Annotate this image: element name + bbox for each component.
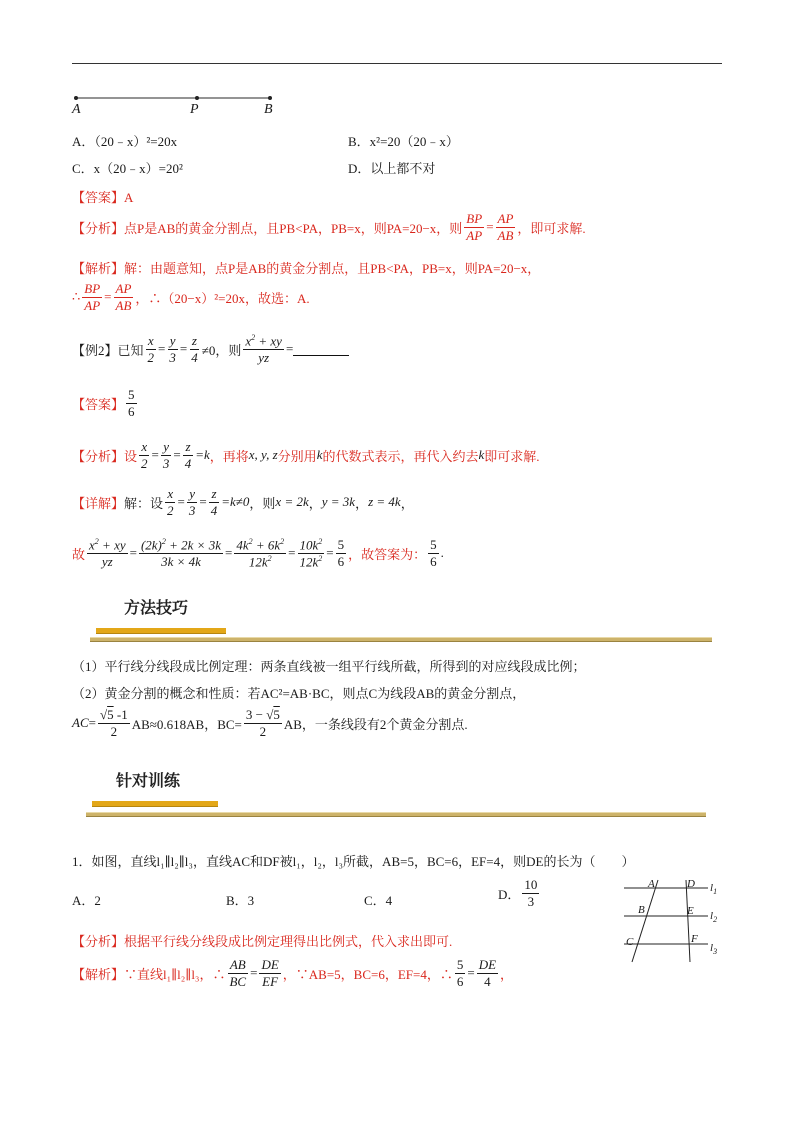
method-item-3: AC = $\frac{√5 -1}{2}$ AB≈0.618AB，BC= $\frac{3 - √5}{2}$ AB，一条线段有2个黄金分割点. <box>72 707 468 739</box>
answer-tag-2: 【答案】 <box>72 396 125 412</box>
ex2-answer: 【答案】 $\frac{5}{6}$ <box>72 387 135 419</box>
answer-value: A <box>124 190 134 205</box>
fraction-ap-ab: $\frac{AP}{AB}$ <box>497 211 514 243</box>
solution-tag: 【解析】 <box>72 261 125 276</box>
ex2-final: 故 $\frac{x^2 + xy}{yz}$ = $\frac{(2k)^2 + 2k \times 3k}{3k \times 4k}$ = $\frac{4k^2 + 6k^2}{12k^2}$ = $\frac{10k^2}{12k^2}$ = $\frac{5}{6}$ ，故答案为： $\frac{5}{6}$ . <box>72 537 444 570</box>
solution-line2-text: ，∴（20−x）²=20x，故选：A. <box>135 290 310 306</box>
analysis-text-end: ，即可求解. <box>517 220 586 236</box>
t1-analysis: 【分析】根据平行线分线段成比例定理得出比例式，代入求出即可. <box>72 934 453 949</box>
q1-answer <box>72 187 133 206</box>
analysis-text: 点P是AB的黄金分割点，且PB<PA，PB=x，则PA=20−x，则 <box>124 220 463 236</box>
parallel-lines-icon <box>620 876 724 966</box>
segment-diagram <box>72 90 282 120</box>
point-a-label: A <box>72 102 81 117</box>
q1-solution <box>72 258 540 277</box>
methods-heading: 方法技巧 <box>124 598 189 617</box>
ex2-detail: 【详解】 解：设 $\frac{x}{2}$ = $\frac{y}{3}$ = $\frac{z}{4}$ =k≠0 ，则 x = 2k ， y = 3k ， z = 4k ， <box>72 486 414 518</box>
training-heading: 针对训练 <box>116 771 181 790</box>
t1-option-b: B．3 <box>226 893 255 908</box>
training-heading-accent <box>92 801 218 807</box>
answer-blank <box>293 343 349 356</box>
example-2-cond: ≠0，则 <box>201 342 242 358</box>
q1-solution-line2: ∴ $\frac{BP}{AP}$ = $\frac{AP}{AB}$ ，∴（20−x）²=20x，故选：A. <box>72 281 310 313</box>
q1-analysis: 【分析】 点P是AB的黄金分割点，且PB<PA，PB=x，则PA=20−x，则 $\frac{BP}{AP}$ = $\frac{AP}{AB}$ ，即可求解. <box>72 211 586 243</box>
solution-text: 解：由题意知，点P是AB的黄金分割点，且PB<PA，PB=x，则PA=20−x， <box>124 261 541 276</box>
fraction-ap-ab-2: $\frac{AP}{AB}$ <box>115 281 132 313</box>
segment-line-icon <box>72 90 282 120</box>
fraction-bp-ap-2: $\frac{BP}{AP}$ <box>84 281 101 313</box>
option-b: B．x²=20（20﹣x） <box>348 134 459 149</box>
header-rule <box>72 63 722 64</box>
answer-tag: 【答案】 <box>72 190 125 205</box>
option-c: C．x（20﹣x）=20² <box>72 161 183 176</box>
ex2-analysis: 【分析】 设 $\frac{x}{2}$ = $\frac{y}{3}$ = $\frac{z}{4}$ =k ，再将 x, y, z 分别用 k 的代数式表示，再代入约去 k 即可求解. <box>72 439 540 471</box>
method-item-1: （1）平行线分线段成比例定理：两条直线被一组平行线所截，所得到的对应线段成比例； <box>72 659 586 674</box>
option-d: D．以上都不对 <box>348 161 436 176</box>
point-b-label: B <box>264 102 273 117</box>
example-2-label: 【例2】已知 <box>72 342 144 358</box>
t1-option-d: D． $\frac{10}{3}$ <box>498 877 538 909</box>
methods-heading-accent <box>96 628 226 634</box>
option-a: A．（20﹣x）²=20x <box>72 134 178 149</box>
analysis-tag: 【分析】 <box>72 220 125 236</box>
t1-stem: 1．如图，直线l₁∥l₂∥l₃，直线AC和DF被l₁，l₂，l₃所截，AB=5，BC=6，EF=4，则DE的长为（ ） <box>72 854 635 869</box>
methods-rule <box>90 637 712 642</box>
t1-solution: 【解析】 ∵直线l₁∥l₂∥l₃，∴ $\frac{AB}{BC}$ = $\frac{DE}{EF}$ ，∵AB=5，BC=6，EF=4，∴ $\frac{5}{6}$ = $\frac{DE}{4}$ ， <box>72 957 514 989</box>
t1-option-a: A．2 <box>72 893 101 908</box>
training-rule <box>86 812 706 817</box>
example-2: 【例2】已知 $\frac{x}{2}$ = $\frac{y}{3}$ = $\frac{z}{4}$ ≠0，则 $\frac{x^2 + xy}{yz}$ = <box>72 334 349 365</box>
point-p-label: P <box>190 102 199 117</box>
method-item-2: （2）黄金分割的概念和性质：若AC²=AB·BC，则点C为线段AB的黄金分割点， <box>72 686 526 701</box>
parallel-lines-figure: A D B E C F $l_1$ $l_2$ $l_3$ <box>620 876 724 966</box>
fraction-bp-ap: $\frac{BP}{AP}$ <box>466 211 483 243</box>
t1-option-c: C．4 <box>364 893 393 908</box>
